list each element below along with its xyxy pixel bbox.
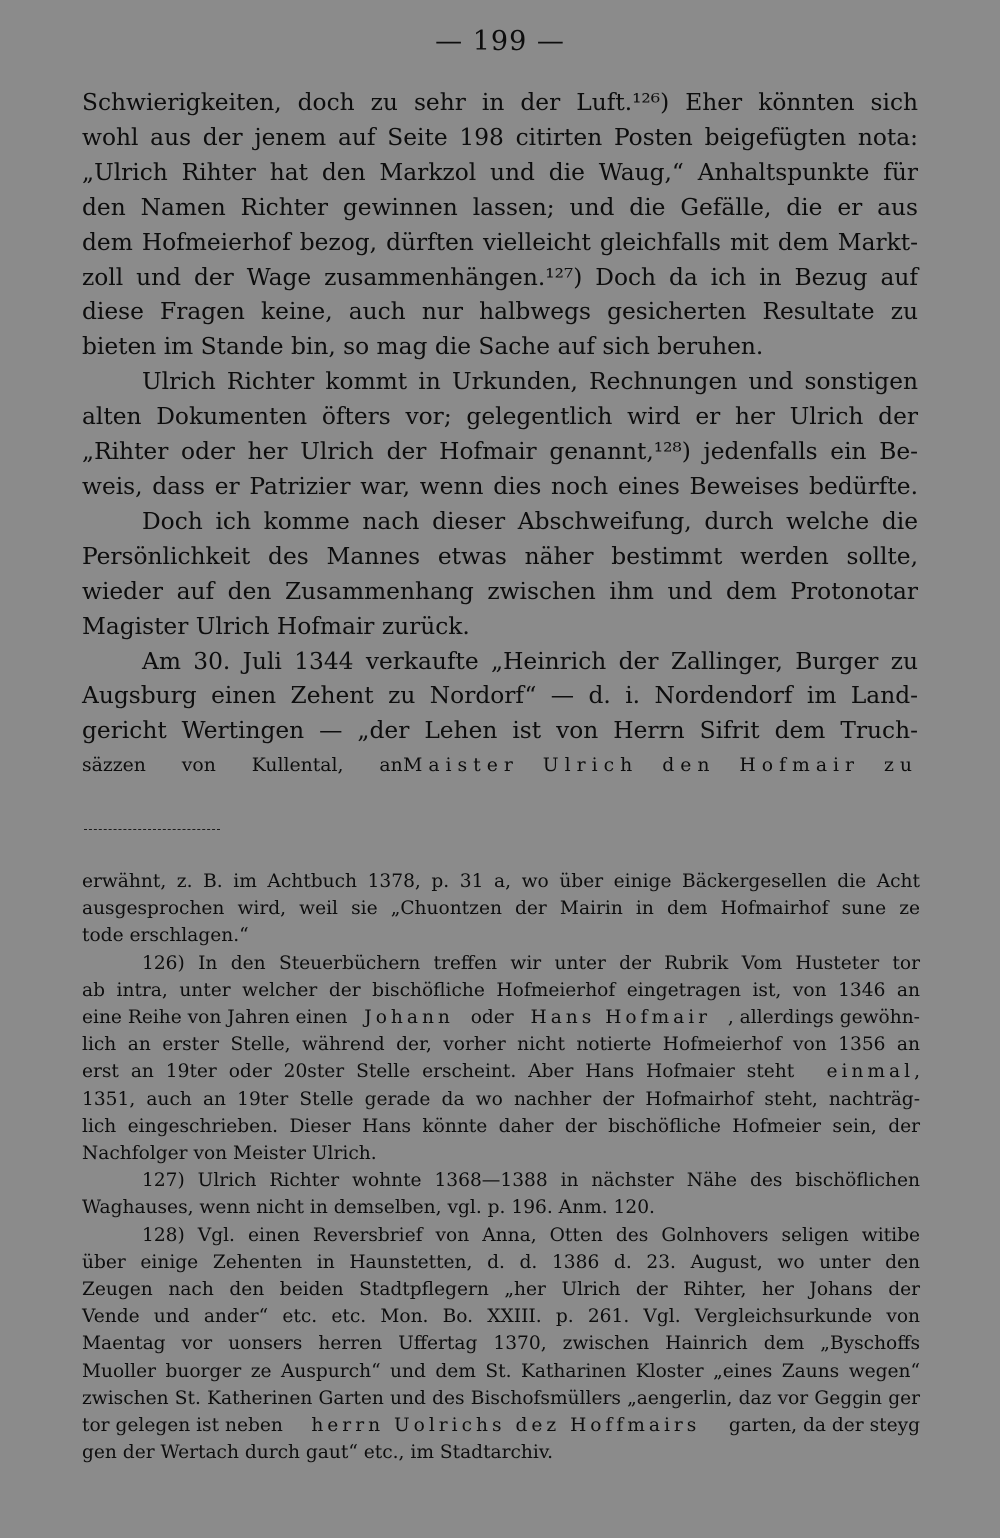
main-text <box>82 86 918 784</box>
footnote-line: ausgesprochen wird, weil sie „Chuontzen der Mairin in dem Hofmairhof sune ze <box>82 898 920 920</box>
text-line: „Ulrich Rihter hat den Markzol und die Waug,“ Anhaltspunkte für <box>82 158 918 186</box>
footnote-line: erwähnt, z. B. im Achtbuch 1378, p. 31 a, wo über einige Bäckergesellen die Acht <box>82 871 920 892</box>
text-line: wieder auf den Zusammenhang zwischen ihm und dem Protonotar <box>82 577 918 605</box>
footnote-rule <box>84 829 220 830</box>
text-segment: garten, da der steyg <box>728 1415 920 1437</box>
text-segment: tor gelegen ist neben <box>82 1415 283 1437</box>
footnote-127: 127) Ulrich Richter wohnte 1368—1388 in nächster Nähe des bischöflichen <box>142 1170 920 1192</box>
text-segment: , allerdings gewöhn- <box>727 1007 920 1029</box>
spaced-name: Johann <box>364 1007 454 1029</box>
footnote-line <box>82 1412 920 1439</box>
footnote-line: lich an erster Stelle, während der, vorher nicht notierte Hofmeierhof von 1356 an <box>82 1034 920 1056</box>
text-segment: säzzen von Kullental, an <box>82 755 403 777</box>
spaced-word: einmal <box>826 1061 915 1083</box>
text-segment: , <box>914 1061 920 1083</box>
text-line: den Namen Richter gewinnen lassen; und die Gefälle, die er aus <box>82 193 918 221</box>
text-segment: oder <box>470 1007 514 1029</box>
text-line: weis, dass er Patrizier war, wenn dies noch eines Beweises bedürfte. <box>82 472 918 500</box>
text-line: zoll und der Wage zusammenhängen.¹²⁷) Doch da ich in Bezug auf <box>82 263 918 291</box>
text-line: Persönlichkeit des Mannes etwas näher bestimmt werden sollte, <box>82 542 918 570</box>
text-line: Augsburg einen Zehent zu Nordorf“ — d. i. Nordendorf im Land- <box>82 682 918 710</box>
footnote-line: Waghauses, wenn nicht in demselben, vgl. p. 196. Anm. 120. <box>82 1197 655 1219</box>
spaced-name: herrn Uolrichs dez Hoffmairs <box>311 1415 701 1437</box>
text-line: Magister Ulrich Hofmair zurück. <box>82 612 470 640</box>
text-line: Am 30. Juli 1344 verkaufte „Heinrich der Zallinger, Burger zu <box>142 647 918 675</box>
footnotes <box>82 868 920 1466</box>
text-segment: erst an 19ter oder 20ster Stelle erscheint. Aber Hans Hofmaier steht <box>82 1061 795 1083</box>
text-segment: eine Reihe von Jahren einen <box>82 1007 348 1029</box>
text-line <box>82 749 918 784</box>
text-line: Schwierigkeiten, doch zu sehr in der Luft.¹²⁶) Eher könnten sich <box>82 89 918 116</box>
footnote-line: 1351, auch an 19ter Stelle gerade da wo nachher der Hofmairhof steht, nachträg- <box>82 1088 920 1110</box>
footnote-line: zwischen St. Katherinen Garten und des Bischofsmüllers „aengerlin, daz vor Geggin ger <box>82 1387 920 1409</box>
page-number: — 199 — <box>435 26 565 57</box>
spaced-name: Hans Hofmair <box>530 1007 712 1029</box>
footnote-line: Zeugen nach den beiden Stadtpflegern „her Ulrich der Rihter, her Johans der <box>82 1279 920 1301</box>
text-line: Doch ich komme nach dieser Abschweifung, durch welche die <box>142 507 918 535</box>
spaced-name: Maister Ulrich den Hofmair zu <box>403 755 918 777</box>
text-line: wohl aus der jenem auf Seite 198 citirten Posten beigefügten nota: <box>82 123 918 151</box>
text-line: gericht Wertingen — „der Lehen ist von Herrn Sifrit dem Truch- <box>82 717 918 745</box>
footnote-126: 126) In den Steuerbüchern treffen wir unter der Rubrik Vom Husteter tor <box>142 952 920 974</box>
footnote-line <box>82 1004 920 1031</box>
text-line: bieten im Stande bin, so mag die Sache auf sich beruhen. <box>82 333 764 361</box>
footnote-line: Maentag vor uonsers herren Uffertag 1370, zwischen Hainrich dem „Byschoffs <box>82 1333 920 1355</box>
footnote-line: lich eingeschrieben. Dieser Hans könnte daher der bischöfliche Hofmeier sein, der <box>82 1115 920 1137</box>
footnote-line: Muoller buorger ze Auspurch“ und dem St. Katharinen Kloster „eines Zauns wegen“ <box>82 1360 920 1382</box>
footnote-128: 128) Vgl. einen Reversbrief von Anna, Otten des Golnhovers seligen witibe <box>142 1224 920 1246</box>
text-line: alten Dokumenten öfters vor; gelegentlich wird er her Ulrich der <box>82 403 918 431</box>
text-segment <box>826 1058 920 1085</box>
text-line: diese Fragen keine, auch nur halbwegs gesicherten Resultate zu <box>82 298 918 326</box>
text-line: Ulrich Richter kommt in Urkunden, Rechnungen und sonstigen <box>142 368 918 396</box>
footnote-line: gen der Wertach durch gaut“ etc., im Stadtarchiv. <box>82 1442 554 1464</box>
footnote-line: Nachfolger von Meister Ulrich. <box>82 1143 377 1165</box>
footnote-line <box>82 1058 920 1085</box>
footnote-line: tode erschlagen.“ <box>82 925 249 947</box>
text-line: „Rihter oder her Ulrich der Hofmair genannt,¹²⁸) jedenfalls ein Be- <box>82 438 918 466</box>
footnote-line: Vende und ander“ etc. etc. Mon. Bo. XXIII. p. 261. Vgl. Vergleichsurkunde von <box>82 1306 920 1328</box>
footnote-line: über einige Zehenten in Haunstetten, d. d. 1386 d. 23. August, wo unter den <box>82 1251 920 1273</box>
footnote-line: ab intra, unter welcher der bischöfliche Hofmeierhof eingetragen ist, von 1346 an <box>82 979 920 1001</box>
text-line: dem Hofmeierhof bezog, dürften vielleicht gleichfalls mit dem Markt- <box>82 228 918 256</box>
